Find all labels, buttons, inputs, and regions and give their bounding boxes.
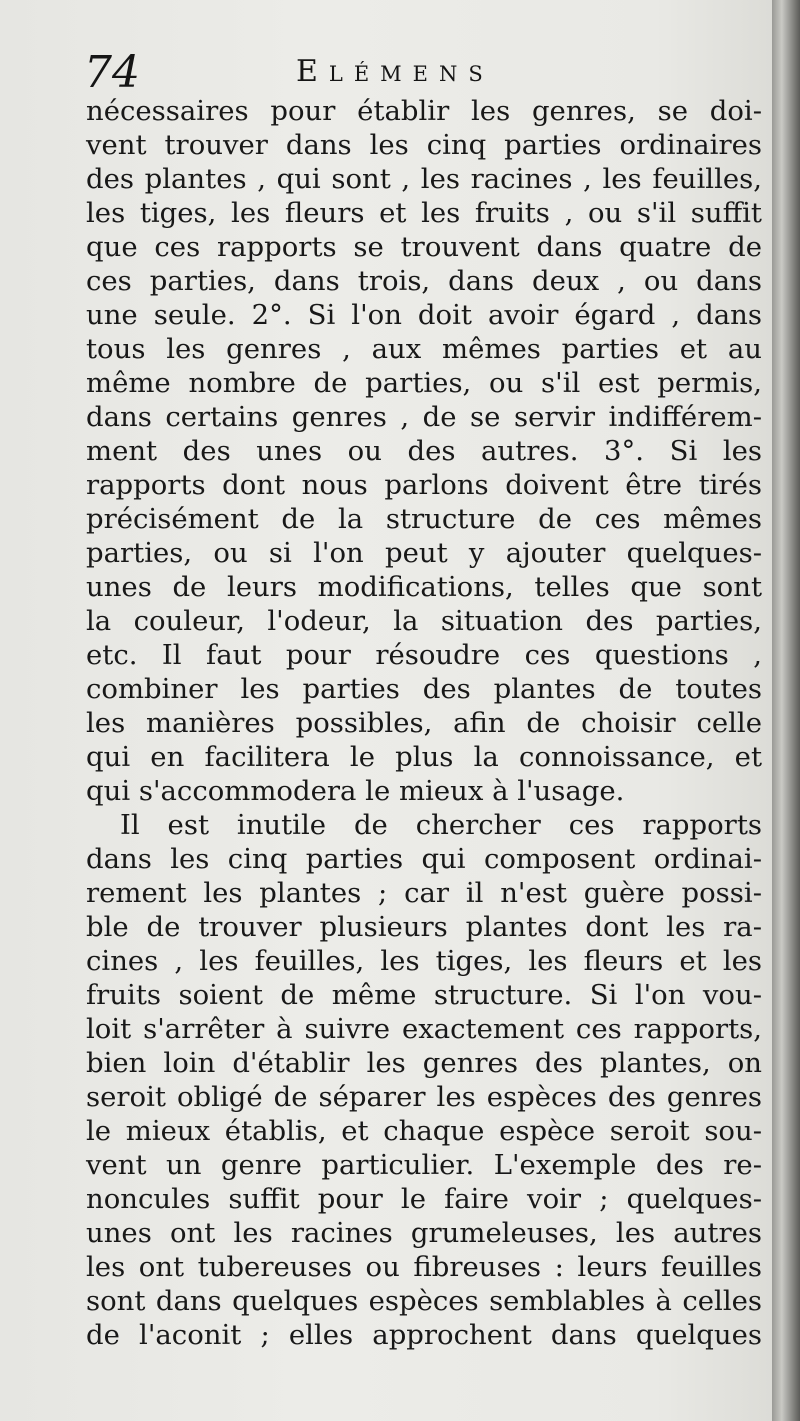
text-line: rement les plantes ; car il n'est guère possi- — [86, 877, 762, 909]
body-text — [86, 94, 762, 1352]
text-line: précisément de la structure de ces mêmes — [86, 503, 762, 535]
text-line: ble de trouver plusieurs plantes dont les ra- — [86, 911, 762, 943]
text-line: vent un genre particulier. L'exemple des re- — [86, 1149, 762, 1181]
text-line: noncules suffit pour le faire voir ; quelques- — [86, 1183, 762, 1215]
text-line: rapports dont nous parlons doivent être tirés — [86, 469, 762, 501]
text-line: dans certains genres , de se servir indifférem- — [86, 401, 762, 433]
paragraph-first-line: Il est inutile de chercher ces rapports — [120, 809, 762, 841]
text-line: seroit obligé de séparer les espèces des genres — [86, 1081, 762, 1113]
page-number: 74 — [84, 47, 140, 98]
page-edge-shadow — [772, 0, 800, 1421]
text-line: nécessaires pour établir les genres, se doi- — [86, 95, 762, 127]
text-line: les tiges, les fleurs et les fruits , ou s'il suffit — [86, 197, 762, 229]
text-line: que ces rapports se trouvent dans quatre de — [86, 231, 762, 263]
text-line: fruits soient de même structure. Si l'on vou- — [86, 979, 762, 1011]
text-line: les manières possibles, afin de choisir celle — [86, 707, 762, 739]
text-line: etc. Il faut pour résoudre ces questions , — [86, 639, 762, 671]
text-line: de l'aconit ; elles approchent dans quelques — [86, 1319, 762, 1351]
text-line: des plantes , qui sont , les racines , les feuilles, — [86, 163, 762, 195]
text-line: cines , les feuilles, les tiges, les fleurs et les — [86, 945, 762, 977]
text-line: vent trouver dans les cinq parties ordinaires — [86, 129, 762, 161]
text-line: parties, ou si l'on peut y ajouter quelques- — [86, 537, 762, 569]
text-line: une seule. 2°. Si l'on doit avoir égard , dans — [86, 299, 762, 331]
text-line: sont dans quelques espèces semblables à celles — [86, 1285, 762, 1317]
text-line: même nombre de parties, ou s'il est permis, — [86, 367, 762, 399]
running-title: Elémens — [296, 54, 494, 89]
text-line: le mieux établis, et chaque espèce seroit sou- — [86, 1115, 762, 1147]
text-line: combiner les parties des plantes de toutes — [86, 673, 762, 705]
text-line: bien loin d'établir les genres des plantes, on — [86, 1047, 762, 1079]
text-line: ment des unes ou des autres. 3°. Si les — [86, 435, 762, 467]
text-line: unes ont les racines grumeleuses, les autres — [86, 1217, 762, 1249]
text-line: les ont tubereuses ou fibreuses : leurs feuilles — [86, 1251, 762, 1283]
page-header — [84, 42, 754, 102]
text-line: unes de leurs modifications, telles que sont — [86, 571, 762, 603]
text-line: tous les genres , aux mêmes parties et au — [86, 333, 762, 365]
text-line: ces parties, dans trois, dans deux , ou dans — [86, 265, 762, 297]
paragraph-last-line: qui s'accommodera le mieux à l'usage. — [86, 775, 625, 807]
text-line: loit s'arrêter à suivre exactement ces rapports, — [86, 1013, 762, 1045]
text-line: qui en facilitera le plus la connoissance, et — [86, 741, 762, 773]
text-line: dans les cinq parties qui composent ordinai- — [86, 843, 762, 875]
text-line: la couleur, l'odeur, la situation des parties, — [86, 605, 762, 637]
